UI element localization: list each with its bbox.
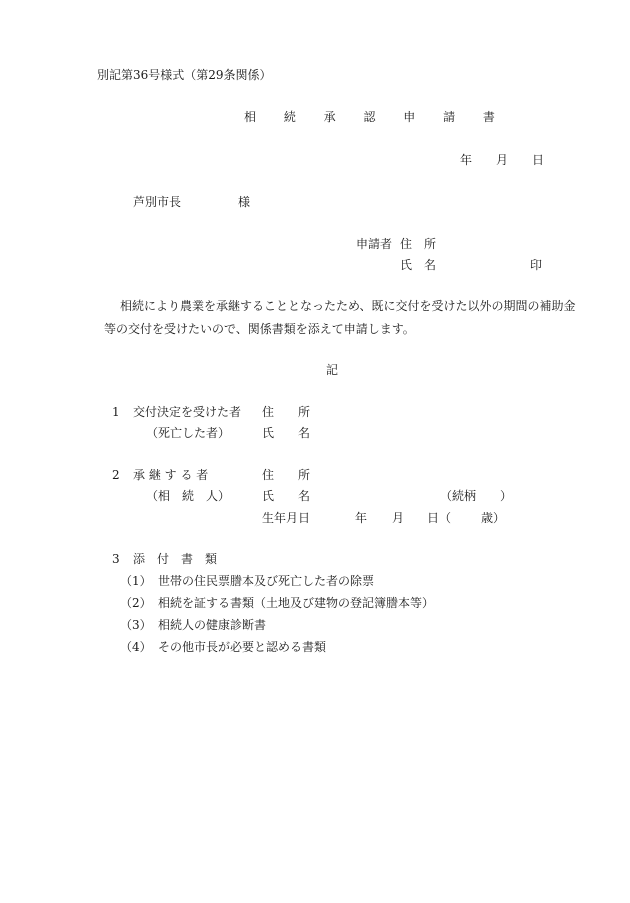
section2-name-label: 氏 名 [262,489,311,503]
applicant-name-label: 氏 名 [400,258,437,272]
attachment-item-text: 世帯の住民票謄本及び死亡した者の除票 [158,574,375,588]
ki-heading: 記 [326,363,339,377]
section2-sublabel: （相 続 人） [146,489,231,503]
addressee-name: 芦別市長 [133,195,182,209]
section2-address-label: 住 所 [262,468,311,482]
body-line-2: 等の交付を受けたいので、関係書類を添えて申請します。 [104,322,415,336]
date-year: 年 [460,153,473,167]
section3-number: 3 [112,552,120,566]
date-day: 日 [532,153,545,167]
body-line-1: 相続により農業を承継することとなったため、既に交付を受けた以外の期間の補助金 [120,299,576,313]
section2-relationship: （続柄 ） [440,489,513,503]
attachment-item-num: （2） [120,596,152,610]
section1-address-label: 住 所 [262,405,311,419]
section1-sublabel: （死亡した者） [146,426,231,440]
attachment-item-text: 相続人の健康診断書 [158,618,267,632]
section2-birth-label: 生年月日 [262,511,311,525]
section1-number: 1 [112,405,120,419]
date-month: 月 [496,153,509,167]
seal-mark: 印 [530,258,543,272]
section2-birth-year: 年 [355,511,368,525]
attachment-item-text: 相続を証する書類（土地及び建物の登記簿謄本等） [158,596,435,610]
section3-title: 添 付 書 類 [133,552,218,566]
form-reference: 別記第36号様式（第29条関係） [97,68,272,82]
attachment-item-num: （4） [120,640,152,654]
attachment-item-num: （1） [120,574,152,588]
section2-number: 2 [112,468,120,482]
attachment-item-num: （3） [120,618,152,632]
section1-label: 交付決定を受けた者 [133,405,242,419]
applicant-address-label: 住 所 [400,237,437,251]
section2-birth-month: 月 [392,511,405,525]
applicant-label: 申請者 [356,237,393,251]
section2-birth-day: 日（ [427,511,452,525]
section2-label: 承 継 す る 者 [133,468,209,482]
attachment-item-text: その他市長が必要と認める書類 [158,640,327,654]
section1-name-label: 氏 名 [262,426,311,440]
document-title: 相 続 承 認 申 請 書 [244,110,507,124]
section2-age: 歳） [481,511,506,525]
addressee-honorific: 様 [238,195,251,209]
